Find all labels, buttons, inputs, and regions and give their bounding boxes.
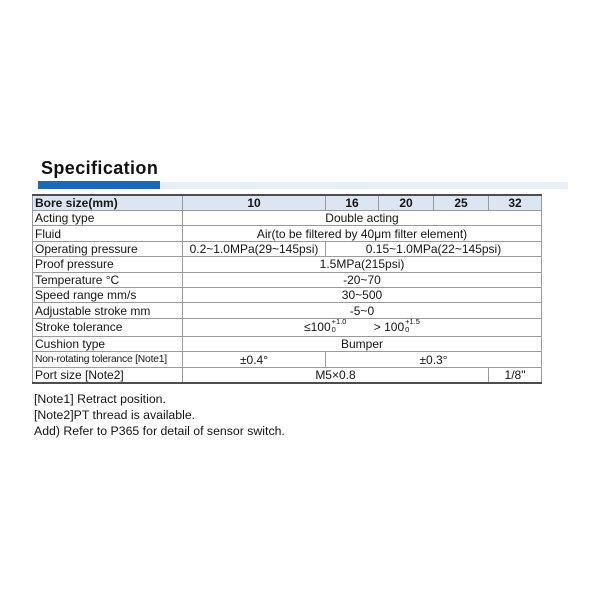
specification-table	[32, 194, 542, 384]
bore-25: 25	[434, 195, 489, 211]
row-non-rotating-tolerance	[33, 352, 542, 367]
tolerance-gt-stack	[405, 318, 420, 335]
note-add: Add) Refer to P365 for detail of sensor switch.	[34, 424, 285, 438]
non-rotating-bore16-32: ±0.3°	[326, 352, 542, 367]
tolerance-gt-base: > 100	[373, 320, 405, 335]
tolerance-le-stack	[332, 318, 347, 335]
operating-pressure-label: Operating pressure	[33, 241, 183, 256]
accent-bar-dark	[38, 181, 160, 189]
row-adjustable-stroke	[33, 303, 542, 318]
page-title: Specification	[41, 158, 159, 178]
non-rotating-label: Non-rotating tolerance [Note1]	[33, 352, 183, 367]
cushion-type-label: Cushion type	[33, 336, 183, 351]
tolerance-le-sup: +1.0	[331, 318, 347, 326]
acting-type-label: Acting type	[33, 211, 183, 226]
bore-16: 16	[326, 195, 379, 211]
port-size-bore10-25: M5×0.8	[183, 367, 489, 383]
row-cushion-type	[33, 336, 542, 351]
adjustable-stroke-label: Adjustable stroke mm	[33, 303, 183, 318]
port-size-label: Port size [Note2]	[33, 367, 183, 383]
temperature-value: -20~70	[183, 272, 542, 287]
stroke-tolerance-label: Stroke tolerance	[33, 318, 183, 336]
stroke-tolerance-value	[183, 318, 542, 336]
proof-pressure-label: Proof pressure	[33, 257, 183, 272]
cushion-type-value: Bumper	[183, 336, 542, 351]
speed-range-label: Speed range mm/s	[33, 287, 183, 302]
port-size-bore32: 1/8"	[489, 367, 542, 383]
row-port-size	[33, 367, 542, 383]
fluid-value: Air(to be filtered by 40μm filter element)	[183, 226, 542, 241]
row-fluid	[33, 226, 542, 241]
row-bore-size	[33, 195, 542, 211]
bore-10: 10	[183, 195, 326, 211]
row-temperature	[33, 272, 542, 287]
tolerance-le-sub: 0	[331, 325, 336, 335]
tolerance-gt-100	[374, 319, 420, 336]
bore-32: 32	[489, 195, 542, 211]
row-acting-type	[33, 211, 542, 226]
adjustable-stroke-value: -5~0	[183, 303, 542, 318]
speed-range-value: 30~500	[183, 287, 542, 302]
row-stroke-tolerance	[33, 318, 542, 336]
proof-pressure-value: 1.5MPa(215psi)	[183, 257, 542, 272]
note2: [Note2]PT thread is available.	[34, 408, 196, 422]
row-proof-pressure	[33, 257, 542, 272]
tolerance-le-base: ≤100	[304, 320, 331, 335]
tolerance-gt-sub: 0	[405, 325, 410, 335]
tolerance-le-100	[304, 319, 346, 336]
fluid-label: Fluid	[33, 226, 183, 241]
operating-pressure-bore10: 0.2~1.0MPa(29~145psi)	[183, 241, 326, 256]
footnotes	[34, 391, 285, 439]
operating-pressure-bore16-32: 0.15~1.0MPa(22~145psi)	[326, 241, 542, 256]
acting-type-value: Double acting	[183, 211, 542, 226]
accent-bar-light	[160, 182, 568, 189]
row-operating-pressure	[33, 241, 542, 256]
tolerance-gt-sup: +1.5	[405, 318, 420, 326]
row-speed-range	[33, 287, 542, 302]
bore-size-label: Bore size(mm)	[33, 195, 183, 211]
note1: [Note1] Retract position.	[34, 392, 166, 406]
bore-20: 20	[379, 195, 434, 211]
non-rotating-bore10: ±0.4°	[183, 352, 326, 367]
temperature-label: Temperature °C	[33, 272, 183, 287]
